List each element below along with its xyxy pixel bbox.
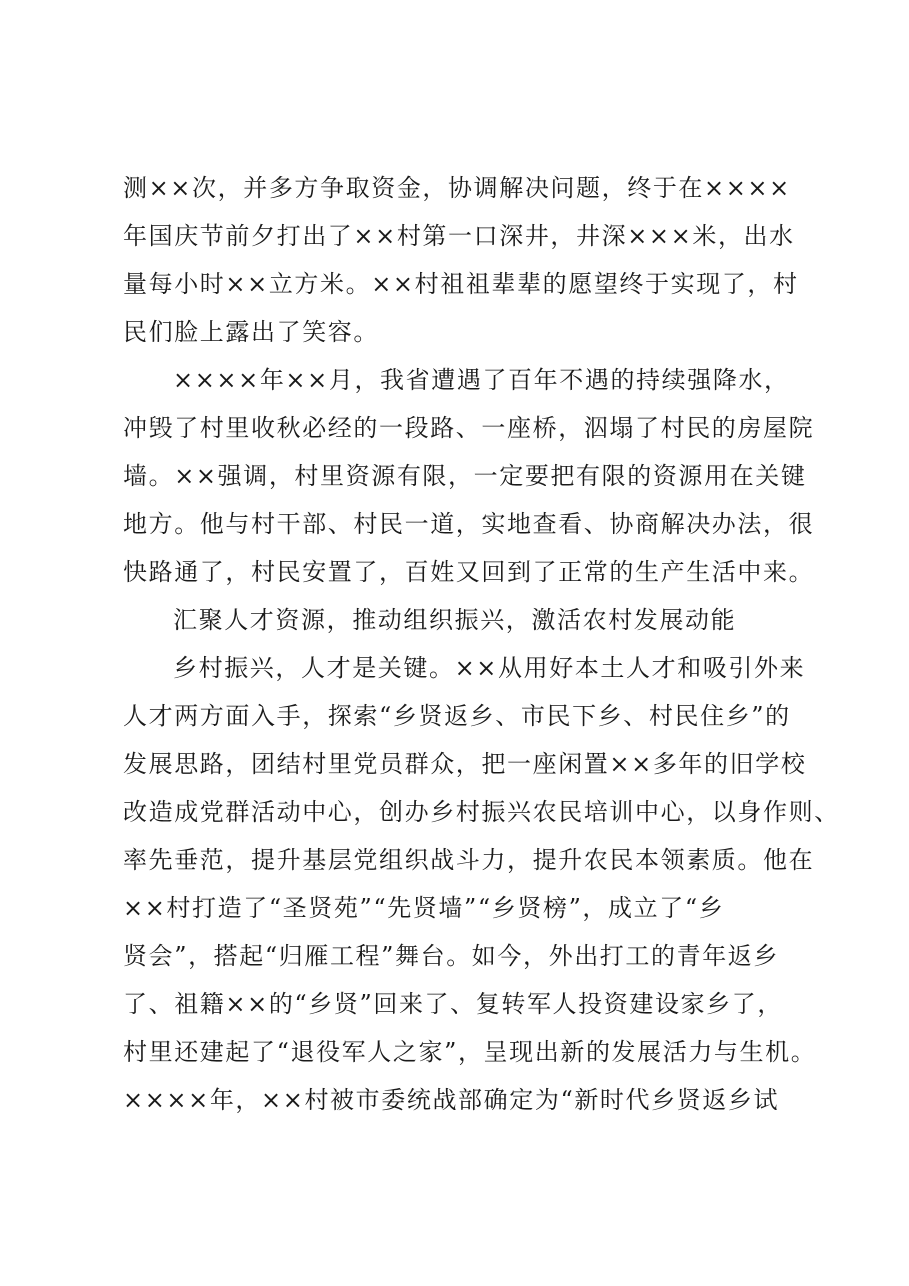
text-line: 量每小时××立方米。××村祖祖辈辈的愿望终于实现了，村 xyxy=(123,270,799,298)
text-line: 发展思路，团结村里党员群众，把一座闲置××多年的旧学校 xyxy=(123,750,807,778)
text-line: ××××年××月，我省遭遇了百年不遇的持续强降水， xyxy=(173,366,790,394)
text-line: 快路通了，村民安置了，百姓又回到了正常的生产生活中来。 xyxy=(123,558,815,586)
text-line: ××村打造了“圣贤苑”“先贤墙”“乡贤榜”，成立了“乡 xyxy=(123,894,725,922)
text-line: 改造成党群活动中心，创办乡村振兴农民培训中心，以身作则、 xyxy=(123,798,840,826)
text-line: 冲毁了村里收秋必经的一段路、一座桥，泅塌了村民的房屋院 xyxy=(123,414,815,442)
text-line: 了、祖籍××的“乡贤”回来了、复转军人投资建设家乡了， xyxy=(123,990,783,1018)
text-line: 墙。××强调，村里资源有限，一定要把有限的资源用在关键 xyxy=(123,462,807,490)
text-line: 人才两方面入手，探索“乡贤返乡、市民下乡、村民住乡”的 xyxy=(123,702,791,730)
text-line: 乡村振兴，人才是关键。××从用好本土人才和吸引外来 xyxy=(173,654,806,682)
text-line: 测××次，并多方争取资金，协调解决问题，终于在×××× xyxy=(123,174,791,202)
text-line: 民们脸上露出了笑容。 xyxy=(123,318,379,346)
text-line: 汇聚人才资源，推动组织振兴，激活农村发展动能 xyxy=(173,606,737,634)
text-line: 率先垂范，提升基层党组织战斗力，提升农民本领素质。他在 xyxy=(123,846,815,874)
text-line: 地方。他与村干部、村民一道，实地查看、协商解决办法，很 xyxy=(123,510,815,538)
text-line: 村里还建起了“退役军人之家”，呈现出新的发展活力与生机。 xyxy=(123,1038,817,1066)
text-line: 年国庆节前夕打出了××村第一口深井，井深×××米，出水 xyxy=(123,222,795,250)
body-text xyxy=(123,164,840,1124)
text-line: 贤会”，搭起“归雁工程”舞台。如今，外出打工的青年返乡 xyxy=(123,942,780,970)
text-line: ××××年，××村被市委统战部确定为“新时代乡贤返乡试 xyxy=(123,1086,780,1114)
